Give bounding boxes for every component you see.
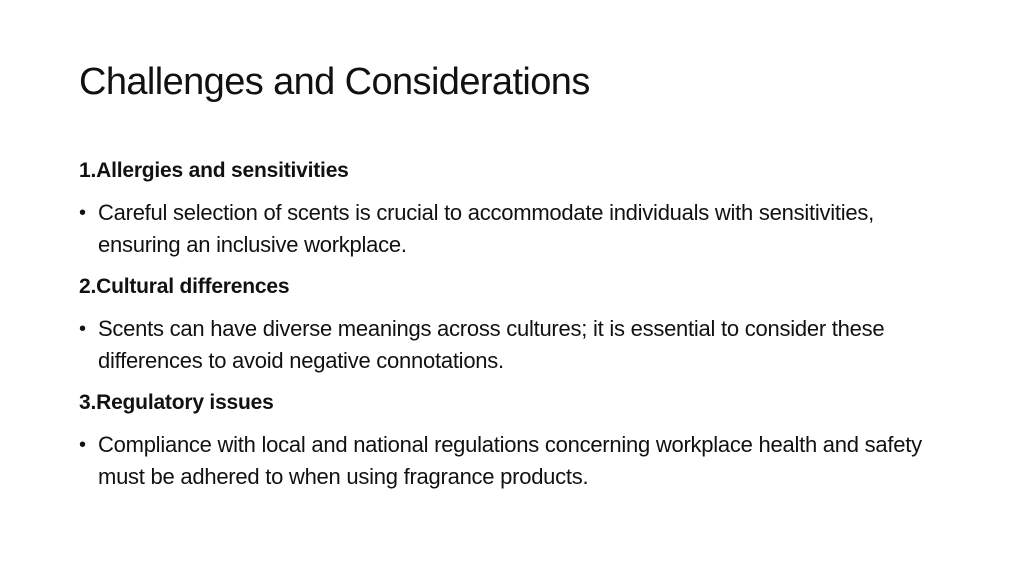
bullet-text-cultural: Scents can have diverse meanings across cultures; it is essential to consider these differences to avoid negative connotations.: [98, 316, 885, 373]
bullet-item-allergies: [79, 197, 959, 261]
slide-title: Challenges and Considerations: [79, 61, 590, 103]
slide-content: [79, 155, 959, 503]
bullet-text-allergies: Careful selection of scents is crucial to accommodate individuals with sensitivities, ensuring an inclusive workplace.: [98, 200, 874, 257]
bullet-item-cultural: [79, 313, 959, 377]
bullet-dot-icon: •: [79, 202, 86, 224]
bullet-item-regulatory: [79, 429, 959, 493]
section-heading-allergies: 1.Allergies and sensitivities: [79, 159, 349, 182]
section-heading-cultural: 2.Cultural differences: [79, 275, 290, 298]
bullet-dot-icon: •: [79, 434, 86, 456]
section-heading-regulatory: 3.Regulatory issues: [79, 391, 274, 414]
bullet-dot-icon: •: [79, 318, 86, 340]
bullet-text-regulatory: Compliance with local and national regulations concerning workplace health and safety must be adhered to when using fragrance products.: [98, 432, 922, 489]
